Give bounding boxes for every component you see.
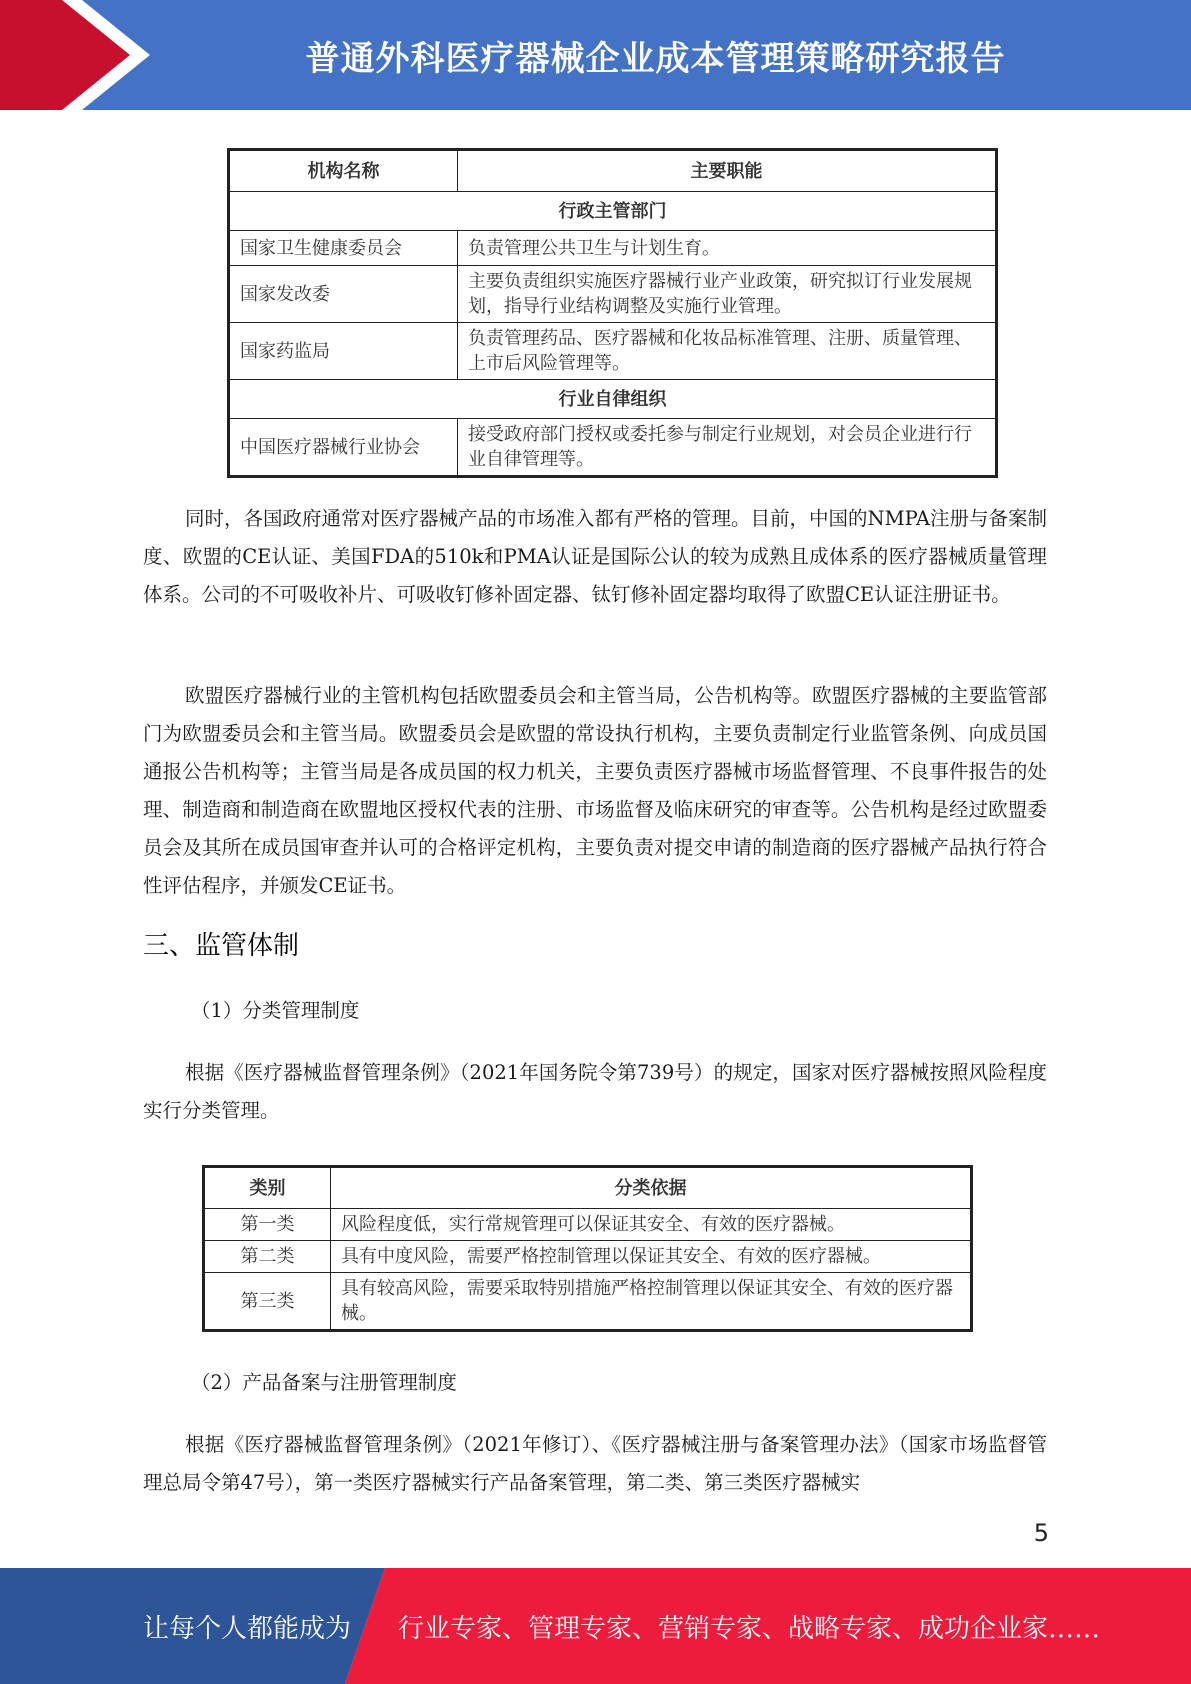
table-cell: 国家发改委 <box>229 266 458 323</box>
table-row <box>204 1273 972 1331</box>
column-header: 分类依据 <box>331 1167 972 1209</box>
section-label: 行政主管部门 <box>229 192 997 231</box>
table-cell: 具有中度风险，需要严格控制管理以保证其安全、有效的医疗器械。 <box>331 1241 972 1273</box>
table-cell: 负责管理公共卫生与计划生育。 <box>458 231 997 266</box>
paragraph-market-access: 同时，各国政府通常对医疗器械产品的市场准入都有严格的管理。目前，中国的NMPA注册与备案制度、欧盟的CE认证、美国FDA的510k和PMA认证是国际公认的较为成熟且成体系的医疗器械质量管理体系。公司的不可吸收补片、可吸收钉修补固定器、钛钉修补固定器均取得了欧盟CE认证注册证书。 <box>143 507 1047 606</box>
table-cell: 国家卫生健康委员会 <box>229 231 458 266</box>
table-header-row <box>229 150 997 192</box>
table-cell: 第三类 <box>204 1273 331 1331</box>
table-row <box>229 231 997 266</box>
subheading-classification: （1）分类管理制度 <box>191 999 360 1022</box>
section-heading: 三、监管体制 <box>143 931 300 961</box>
classification-table <box>202 1165 973 1332</box>
table-row <box>204 1209 972 1241</box>
footer-slogan-right: 行业专家、管理专家、营销专家、战略专家、成功企业家…… <box>398 1613 1101 1644</box>
table-cell: 负责管理药品、医疗器械和化妆品标准管理、注册、质量管理、上市后风险管理等。 <box>458 323 997 380</box>
table-cell: 具有较高风险，需要采取特别措施严格控制管理以保证其安全、有效的医疗器械。 <box>331 1273 972 1331</box>
footer-slogan-left: 让每个人都能成为 <box>143 1613 352 1644</box>
table-cell: 第一类 <box>204 1209 331 1241</box>
header-banner <box>0 0 1191 110</box>
section-label: 行业自律组织 <box>229 380 997 419</box>
paragraph-eu-authority: 欧盟医疗器械行业的主管机构包括欧盟委员会和主管当局，公告机构等。欧盟医疗器械的主要监管部门为欧盟委员会和主管当局。欧盟委员会是欧盟的常设执行机构，主要负责制定行业监管条例、向成员国通报公告机构等；主管当局是各成员国的权力机关，主要负责医疗器械市场监督管理、不良事件报告的处理、制造商和制造商在欧盟地区授权代表的注册、市场监督及临床研究的审查等。公告机构是经过欧盟委员会及其所在成员国审查并认可的合格评定机构，主要负责对提交申请的制造商的医疗器械产品执行符合性评估程序，并颁发CE证书。 <box>143 684 1047 897</box>
table-row <box>229 323 997 380</box>
table-cell: 主要负责组织实施医疗器械行业产业政策，研究拟订行业发展规划，指导行业结构调整及实施行业管理。 <box>458 266 997 323</box>
table-cell: 中国医疗器械行业协会 <box>229 419 458 477</box>
table-cell: 风险程度低，实行常规管理可以保证其安全、有效的医疗器械。 <box>331 1209 972 1241</box>
table-section-row <box>229 380 997 419</box>
paragraph-classification: 根据《医疗器械监督管理条例》（2021年国务院令第739号）的规定，国家对医疗器械按照风险程度实行分类管理。 <box>143 1061 1047 1122</box>
footer-banner <box>0 1568 1191 1684</box>
table-cell: 国家药监局 <box>229 323 458 380</box>
table-cell: 接受政府部门授权或委托参与制定行业规划，对会员企业进行行业自律管理等。 <box>458 419 997 477</box>
paragraph-registration: 根据《医疗器械监督管理条例》（2021年修订）、《医疗器械注册与备案管理办法》（国家市场监督管理总局令第47号），第一类医疗器械实行产品备案管理，第二类、第三类医疗器械实 <box>143 1433 1047 1494</box>
authority-table <box>227 148 998 478</box>
column-header: 机构名称 <box>229 150 458 192</box>
table-row <box>229 419 997 477</box>
document-title: 普通外科医疗器械企业成本管理策略研究报告 <box>305 38 1006 79</box>
table-cell: 第二类 <box>204 1241 331 1273</box>
column-header: 类别 <box>204 1167 331 1209</box>
subheading-registration: （2）产品备案与注册管理制度 <box>191 1371 457 1394</box>
table-row <box>229 266 997 323</box>
page-number: 5 <box>1033 1519 1049 1547</box>
column-header: 主要职能 <box>458 150 997 192</box>
table-header-row <box>204 1167 972 1209</box>
table-section-row <box>229 192 997 231</box>
table-row <box>204 1241 972 1273</box>
